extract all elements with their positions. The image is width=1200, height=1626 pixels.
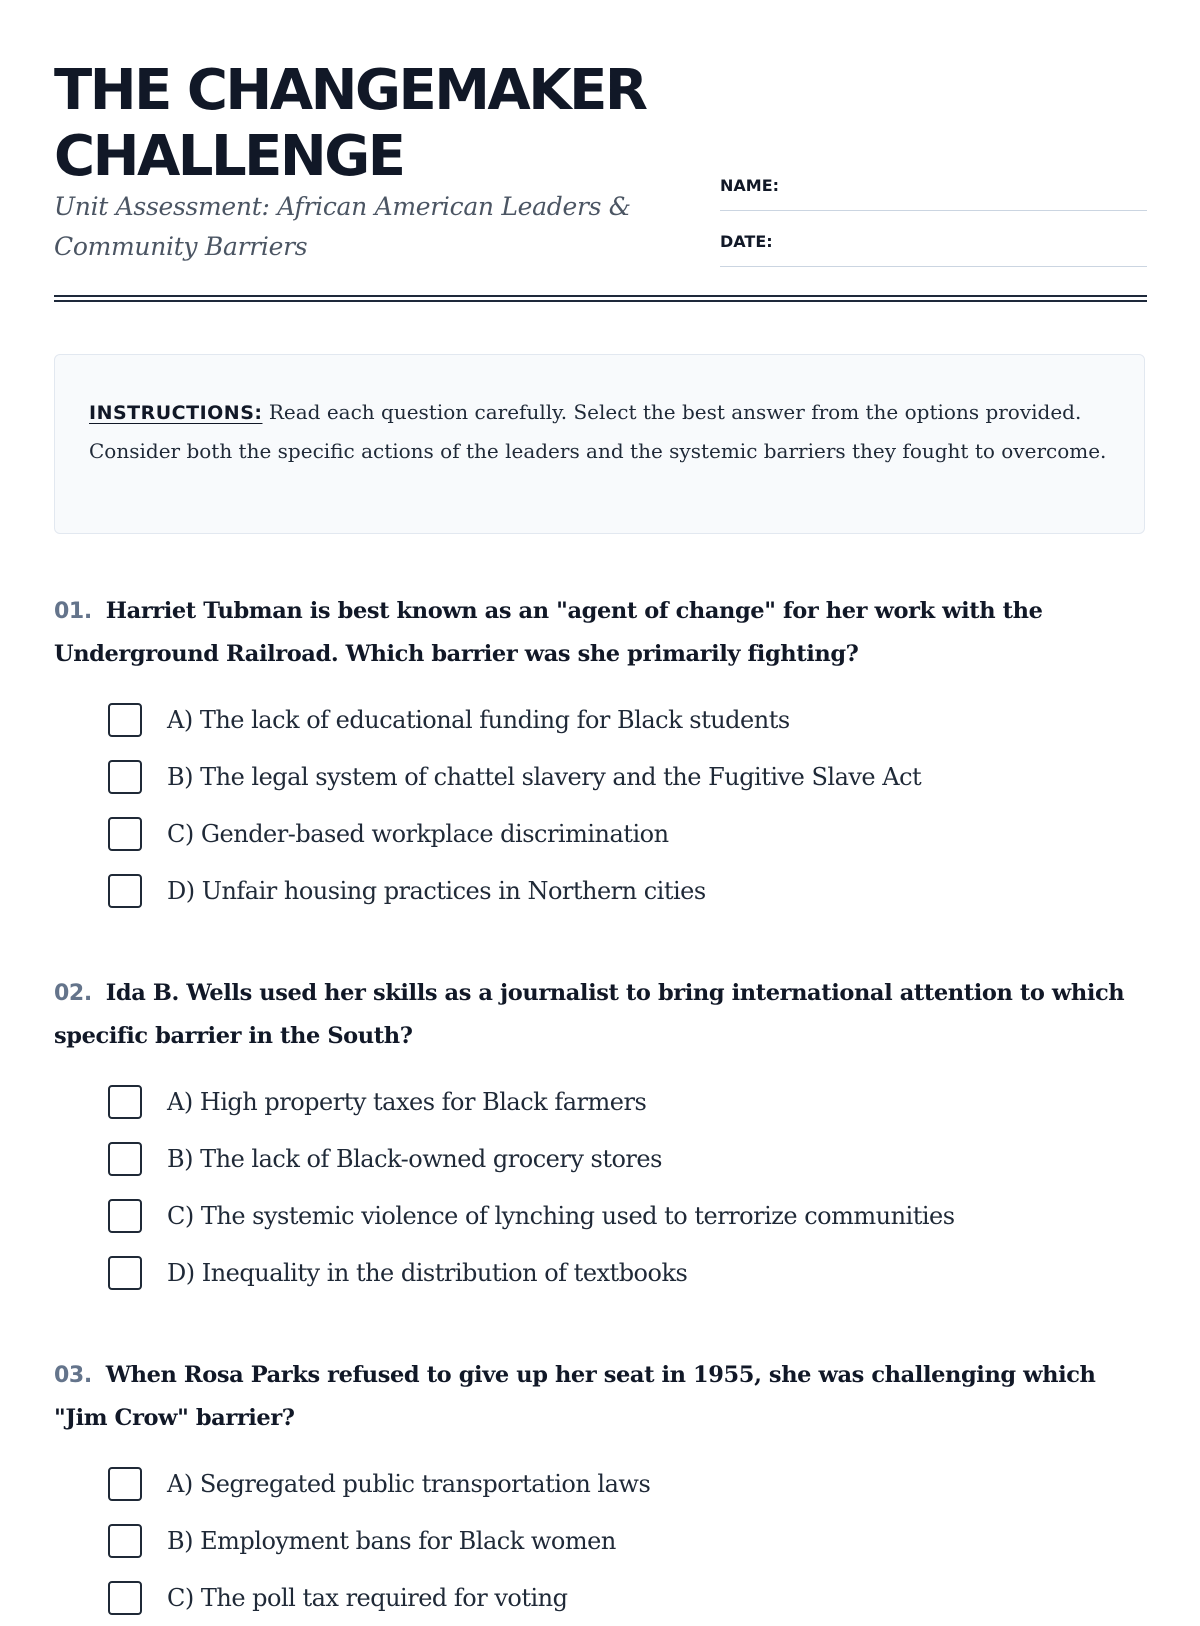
checkbox[interactable] <box>108 1199 142 1233</box>
option-label: D) Unfair housing practices in Northern cities <box>167 876 706 905</box>
worksheet-page <box>54 0 1147 1612</box>
checkbox[interactable] <box>108 1581 142 1615</box>
option-c[interactable] <box>108 1569 1147 1626</box>
question-text: Ida B. Wells used her skills as a journalist to bring international attention to which specific barrier in the South? <box>54 980 1125 1049</box>
checkbox[interactable] <box>108 1085 142 1119</box>
option-b[interactable] <box>108 1130 1147 1187</box>
checkbox[interactable] <box>108 1467 142 1501</box>
option-label: C) The poll tax required for voting <box>167 1583 568 1612</box>
checkbox[interactable] <box>108 760 142 794</box>
option-label: B) Employment bans for Black women <box>167 1526 616 1555</box>
checkbox[interactable] <box>108 1524 142 1558</box>
option-label: D) Inequality in the distribution of textbooks <box>167 1258 688 1287</box>
header-divider <box>54 295 1147 302</box>
checkbox[interactable] <box>108 703 142 737</box>
option-c[interactable] <box>108 1187 1147 1244</box>
option-d[interactable] <box>108 1244 1147 1301</box>
answer-options <box>54 1073 1147 1301</box>
option-label: A) The lack of educational funding for Black students <box>167 705 790 734</box>
question-prompt <box>54 590 1147 675</box>
option-label: C) Gender-based workplace discrimination <box>167 819 669 848</box>
subtitle <box>54 187 634 267</box>
checkbox[interactable] <box>108 1142 142 1176</box>
page-title <box>54 58 714 190</box>
question-text: When Rosa Parks refused to give up her seat in 1955, she was challenging which "Jim Crow" barrier? <box>54 1362 1096 1431</box>
checkbox[interactable] <box>108 817 142 851</box>
name-field[interactable] <box>720 172 1147 211</box>
subtitle-line-1: Unit Assessment: African American Leaders & <box>54 192 631 221</box>
subtitle-line-2: Community Barriers <box>54 232 308 261</box>
question-1 <box>54 590 1147 919</box>
instructions-label: INSTRUCTIONS: <box>89 402 263 424</box>
question-text: Harriet Tubman is best known as an "agent of change" for her work with the Underground Railroad. Which barrier was she primarily fighting? <box>54 598 1043 667</box>
answer-options <box>54 1455 1147 1626</box>
option-a[interactable] <box>108 1455 1147 1512</box>
option-c[interactable] <box>108 805 1147 862</box>
instructions-box <box>54 354 1145 534</box>
checkbox[interactable] <box>108 874 142 908</box>
question-prompt <box>54 972 1147 1057</box>
option-d[interactable] <box>108 862 1147 919</box>
question-3 <box>54 1354 1147 1626</box>
option-label: A) Segregated public transportation laws <box>167 1469 651 1498</box>
option-a[interactable] <box>108 1073 1147 1130</box>
date-field[interactable] <box>720 228 1147 267</box>
instructions-text: Read each question carefully. Select the best answer from the options provided. Consider both the specific actions of the leaders and the systemic barriers they fought to overcome. <box>89 400 1107 463</box>
question-2 <box>54 972 1147 1301</box>
question-number: 01. <box>54 599 92 624</box>
name-label: NAME: <box>720 176 780 195</box>
title-line-1: THE CHANGEMAKER <box>54 58 646 123</box>
question-number: 02. <box>54 981 92 1006</box>
option-label: B) The legal system of chattel slavery and the Fugitive Slave Act <box>167 762 922 791</box>
question-number: 03. <box>54 1363 92 1388</box>
checkbox[interactable] <box>108 1256 142 1290</box>
answer-options <box>54 691 1147 919</box>
option-a[interactable] <box>108 691 1147 748</box>
option-b[interactable] <box>108 1512 1147 1569</box>
date-label: DATE: <box>720 232 773 251</box>
option-label: C) The systemic violence of lynching used to terrorize communities <box>167 1201 955 1230</box>
question-prompt <box>54 1354 1147 1439</box>
title-line-2: CHALLENGE <box>54 124 404 189</box>
option-b[interactable] <box>108 748 1147 805</box>
option-label: A) High property taxes for Black farmers <box>167 1087 647 1116</box>
option-label: B) The lack of Black-owned grocery stores <box>167 1144 662 1173</box>
worksheet-header <box>54 0 1147 300</box>
